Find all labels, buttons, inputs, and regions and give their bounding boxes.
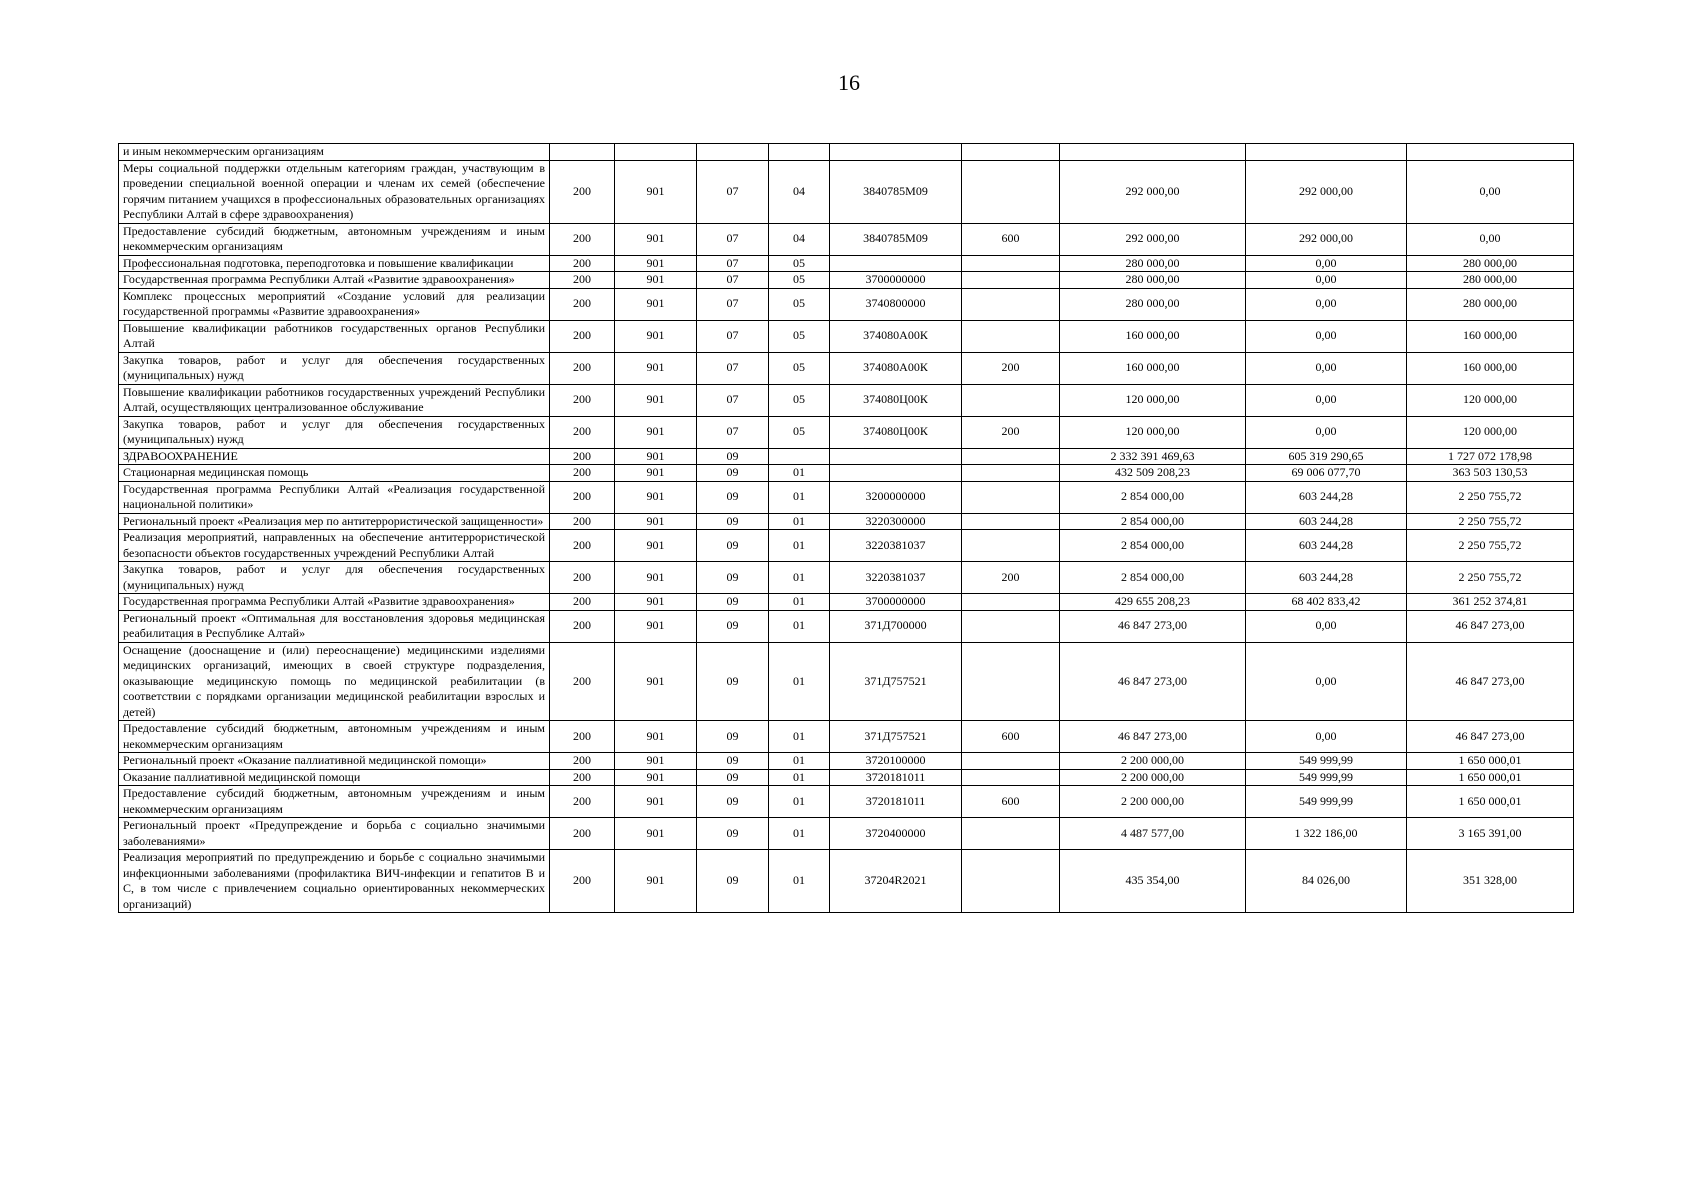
row-name: Закупка товаров, работ и услуг для обеспечения государственных (муниципальных) нужд: [119, 352, 550, 384]
row-section-code: 09: [697, 642, 769, 721]
table-row: [119, 272, 1574, 289]
row-federal-amount: 0,00: [1246, 721, 1407, 753]
row-regional-amount: 46 847 273,00: [1407, 642, 1574, 721]
row-expense-type: 600: [962, 223, 1060, 255]
row-target-code: 371Д757521: [830, 721, 962, 753]
row-admin-code: 200: [550, 786, 615, 818]
row-total-amount: 120 000,00: [1060, 416, 1246, 448]
row-total-amount: 280 000,00: [1060, 272, 1246, 289]
row-regional-amount: 280 000,00: [1407, 272, 1574, 289]
row-regional-amount: 351 328,00: [1407, 850, 1574, 913]
row-total-amount: 160 000,00: [1060, 320, 1246, 352]
row-target-code: 374080А00К: [830, 352, 962, 384]
row-federal-amount: 0,00: [1246, 384, 1407, 416]
row-federal-amount: 603 244,28: [1246, 530, 1407, 562]
row-subsection-code: 05: [769, 384, 830, 416]
page-number: 16: [838, 70, 860, 95]
row-expense-type: [962, 288, 1060, 320]
row-section-code: 09: [697, 513, 769, 530]
row-name: Региональный проект «Оказание паллиативной медицинской помощи»: [119, 753, 550, 770]
row-subsection-code: 01: [769, 610, 830, 642]
table-row: [119, 448, 1574, 465]
row-federal-amount: 549 999,99: [1246, 769, 1407, 786]
row-name: Оснащение (дооснащение и (или) переоснащение) медицинскими изделиями медицинских организаций, имеющих в своей структуре подразделения, оказывающие медицинскую помощь по медицинской реабилитации (в соответствии с порядками организации медицинской реабилитации взрослых и детей): [119, 642, 550, 721]
row-ministry-code: 901: [615, 642, 697, 721]
row-section-code: 07: [697, 352, 769, 384]
row-expense-type: [962, 850, 1060, 913]
row-subsection-code: 05: [769, 272, 830, 289]
row-target-code: 3700000000: [830, 272, 962, 289]
row-admin-code: 200: [550, 481, 615, 513]
row-section-code: 09: [697, 818, 769, 850]
row-regional-amount: 1 650 000,01: [1407, 769, 1574, 786]
row-target-code: 3720181011: [830, 786, 962, 818]
row-admin-code: 200: [550, 753, 615, 770]
row-ministry-code: 901: [615, 562, 697, 594]
row-target-code: 374080Ц00К: [830, 384, 962, 416]
row-name: Стационарная медицинская помощь: [119, 465, 550, 482]
row-admin-code: 200: [550, 223, 615, 255]
row-total-amount: 429 655 208,23: [1060, 594, 1246, 611]
row-name: Повышение квалификации работников государственных органов Республики Алтай: [119, 320, 550, 352]
row-regional-amount: 1 650 000,01: [1407, 786, 1574, 818]
row-expense-type: [962, 465, 1060, 482]
row-ministry-code: 901: [615, 352, 697, 384]
row-admin-code: 200: [550, 594, 615, 611]
row-ministry-code: [615, 144, 697, 161]
row-federal-amount: 0,00: [1246, 255, 1407, 272]
row-admin-code: 200: [550, 562, 615, 594]
row-total-amount: 4 487 577,00: [1060, 818, 1246, 850]
row-federal-amount: 0,00: [1246, 416, 1407, 448]
row-admin-code: 200: [550, 320, 615, 352]
row-regional-amount: 363 503 130,53: [1407, 465, 1574, 482]
row-admin-code: 200: [550, 850, 615, 913]
row-subsection-code: 05: [769, 288, 830, 320]
row-total-amount: 2 854 000,00: [1060, 513, 1246, 530]
row-total-amount: 46 847 273,00: [1060, 642, 1246, 721]
table-row: [119, 769, 1574, 786]
row-ministry-code: 901: [615, 160, 697, 223]
row-target-code: 374080А00К: [830, 320, 962, 352]
table-row: [119, 223, 1574, 255]
row-federal-amount: 84 026,00: [1246, 850, 1407, 913]
row-name: Государственная программа Республики Алтай «Развитие здравоохранения»: [119, 594, 550, 611]
row-total-amount: 160 000,00: [1060, 352, 1246, 384]
row-ministry-code: 901: [615, 594, 697, 611]
row-section-code: 07: [697, 288, 769, 320]
row-total-amount: 292 000,00: [1060, 223, 1246, 255]
row-name: Государственная программа Республики Алтай «Развитие здравоохранения»: [119, 272, 550, 289]
row-section-code: 09: [697, 769, 769, 786]
table-row: [119, 160, 1574, 223]
row-expense-type: [962, 818, 1060, 850]
row-ministry-code: 901: [615, 753, 697, 770]
row-federal-amount: 549 999,99: [1246, 753, 1407, 770]
row-regional-amount: 0,00: [1407, 160, 1574, 223]
row-name: Реализация мероприятий по предупреждению и борьбе с социально значимыми инфекционными заболеваниями (профилактика ВИЧ-инфекции и гепатитов В и С, в том числе с привлечением социально ориентированных некоммерческих организаций): [119, 850, 550, 913]
table-row: [119, 594, 1574, 611]
row-admin-code: [550, 144, 615, 161]
row-target-code: 3700000000: [830, 594, 962, 611]
row-subsection-code: 01: [769, 721, 830, 753]
table-row: [119, 384, 1574, 416]
row-ministry-code: 901: [615, 384, 697, 416]
row-admin-code: 200: [550, 384, 615, 416]
table-row: [119, 562, 1574, 594]
row-admin-code: 200: [550, 255, 615, 272]
row-expense-type: [962, 769, 1060, 786]
row-regional-amount: 120 000,00: [1407, 416, 1574, 448]
row-federal-amount: 69 006 077,70: [1246, 465, 1407, 482]
row-ministry-code: 901: [615, 850, 697, 913]
row-total-amount: 2 200 000,00: [1060, 753, 1246, 770]
table-row: [119, 481, 1574, 513]
row-name: Профессиональная подготовка, переподготовка и повышение квалификации: [119, 255, 550, 272]
table-row: [119, 255, 1574, 272]
row-ministry-code: 901: [615, 255, 697, 272]
row-target-code: 3740800000: [830, 288, 962, 320]
row-admin-code: 200: [550, 352, 615, 384]
row-admin-code: 200: [550, 513, 615, 530]
row-target-code: [830, 255, 962, 272]
table-row: [119, 610, 1574, 642]
row-section-code: 07: [697, 416, 769, 448]
table-row: [119, 288, 1574, 320]
row-total-amount: 292 000,00: [1060, 160, 1246, 223]
row-section-code: 09: [697, 465, 769, 482]
row-name: Региональный проект «Реализация мер по антитеррористической защищенности»: [119, 513, 550, 530]
row-regional-amount: 280 000,00: [1407, 255, 1574, 272]
row-expense-type: [962, 594, 1060, 611]
row-federal-amount: 0,00: [1246, 610, 1407, 642]
row-name: Закупка товаров, работ и услуг для обеспечения государственных (муниципальных) нужд: [119, 416, 550, 448]
row-section-code: 09: [697, 610, 769, 642]
row-expense-type: [962, 610, 1060, 642]
row-name: Региональный проект «Предупреждение и борьба с социально значимыми заболеваниями»: [119, 818, 550, 850]
row-expense-type: [962, 160, 1060, 223]
row-name: Региональный проект «Оптимальная для восстановления здоровья медицинская реабилитация в Республике Алтай»: [119, 610, 550, 642]
row-expense-type: [962, 144, 1060, 161]
row-admin-code: 200: [550, 818, 615, 850]
row-ministry-code: 901: [615, 769, 697, 786]
row-federal-amount: 68 402 833,42: [1246, 594, 1407, 611]
row-expense-type: 600: [962, 721, 1060, 753]
row-regional-amount: 1 727 072 178,98: [1407, 448, 1574, 465]
row-expense-type: [962, 513, 1060, 530]
row-total-amount: 2 854 000,00: [1060, 562, 1246, 594]
row-ministry-code: 901: [615, 786, 697, 818]
row-subsection-code: 05: [769, 255, 830, 272]
row-federal-amount: 292 000,00: [1246, 160, 1407, 223]
row-total-amount: 280 000,00: [1060, 288, 1246, 320]
row-regional-amount: 46 847 273,00: [1407, 610, 1574, 642]
row-admin-code: 200: [550, 769, 615, 786]
row-ministry-code: 901: [615, 288, 697, 320]
row-federal-amount: 603 244,28: [1246, 562, 1407, 594]
row-admin-code: 200: [550, 530, 615, 562]
row-expense-type: 200: [962, 416, 1060, 448]
row-section-code: [697, 144, 769, 161]
row-ministry-code: 901: [615, 448, 697, 465]
row-total-amount: 120 000,00: [1060, 384, 1246, 416]
row-total-amount: 2 200 000,00: [1060, 786, 1246, 818]
row-section-code: 07: [697, 272, 769, 289]
budget-table: [118, 143, 1574, 913]
row-target-code: [830, 465, 962, 482]
table-row: [119, 144, 1574, 161]
table-row: [119, 721, 1574, 753]
row-subsection-code: [769, 144, 830, 161]
row-subsection-code: 01: [769, 818, 830, 850]
row-target-code: 3220381037: [830, 562, 962, 594]
row-total-amount: 46 847 273,00: [1060, 721, 1246, 753]
row-regional-amount: 2 250 755,72: [1407, 530, 1574, 562]
table-row: [119, 850, 1574, 913]
row-ministry-code: 901: [615, 818, 697, 850]
row-section-code: 09: [697, 448, 769, 465]
row-ministry-code: 901: [615, 320, 697, 352]
row-name: Государственная программа Республики Алтай «Реализация государственной национальной политики»: [119, 481, 550, 513]
row-section-code: 09: [697, 753, 769, 770]
row-total-amount: 2 854 000,00: [1060, 481, 1246, 513]
row-expense-type: [962, 753, 1060, 770]
row-total-amount: 432 509 208,23: [1060, 465, 1246, 482]
row-regional-amount: 160 000,00: [1407, 352, 1574, 384]
row-target-code: 3840785М09: [830, 223, 962, 255]
row-expense-type: [962, 481, 1060, 513]
row-section-code: 07: [697, 320, 769, 352]
table-row: [119, 465, 1574, 482]
row-section-code: 07: [697, 384, 769, 416]
row-admin-code: 200: [550, 642, 615, 721]
row-target-code: 3840785М09: [830, 160, 962, 223]
table-row: [119, 320, 1574, 352]
row-ministry-code: 901: [615, 721, 697, 753]
row-section-code: 07: [697, 223, 769, 255]
row-expense-type: [962, 642, 1060, 721]
row-subsection-code: 04: [769, 223, 830, 255]
row-total-amount: 2 200 000,00: [1060, 769, 1246, 786]
row-name: Повышение квалификации работников государственных учреждений Республики Алтай, осуществляющих централизованное обслуживание: [119, 384, 550, 416]
row-subsection-code: 01: [769, 642, 830, 721]
row-admin-code: 200: [550, 416, 615, 448]
row-ministry-code: 901: [615, 530, 697, 562]
row-name: и иным некоммерческим организациям: [119, 144, 550, 161]
table-row: [119, 786, 1574, 818]
row-subsection-code: 01: [769, 786, 830, 818]
row-regional-amount: 361 252 374,81: [1407, 594, 1574, 611]
row-total-amount: 2 854 000,00: [1060, 530, 1246, 562]
row-regional-amount: 0,00: [1407, 223, 1574, 255]
row-target-code: [830, 448, 962, 465]
row-federal-amount: 605 319 290,65: [1246, 448, 1407, 465]
row-subsection-code: 01: [769, 481, 830, 513]
row-subsection-code: 01: [769, 753, 830, 770]
row-federal-amount: 0,00: [1246, 272, 1407, 289]
row-ministry-code: 901: [615, 272, 697, 289]
row-target-code: 371Д757521: [830, 642, 962, 721]
row-regional-amount: 160 000,00: [1407, 320, 1574, 352]
row-ministry-code: 901: [615, 481, 697, 513]
row-admin-code: 200: [550, 465, 615, 482]
row-federal-amount: 292 000,00: [1246, 223, 1407, 255]
row-section-code: 09: [697, 786, 769, 818]
row-regional-amount: 280 000,00: [1407, 288, 1574, 320]
row-section-code: 09: [697, 850, 769, 913]
row-section-code: 09: [697, 721, 769, 753]
row-subsection-code: [769, 448, 830, 465]
row-federal-amount: 0,00: [1246, 320, 1407, 352]
row-federal-amount: 549 999,99: [1246, 786, 1407, 818]
row-subsection-code: 01: [769, 513, 830, 530]
row-ministry-code: 901: [615, 223, 697, 255]
row-section-code: 09: [697, 562, 769, 594]
table-row: [119, 513, 1574, 530]
row-federal-amount: 603 244,28: [1246, 481, 1407, 513]
row-expense-type: 600: [962, 786, 1060, 818]
table-body: [119, 144, 1574, 913]
row-expense-type: [962, 530, 1060, 562]
row-subsection-code: 01: [769, 769, 830, 786]
row-subsection-code: 05: [769, 320, 830, 352]
row-subsection-code: 05: [769, 416, 830, 448]
row-regional-amount: 120 000,00: [1407, 384, 1574, 416]
row-name: Закупка товаров, работ и услуг для обеспечения государственных (муниципальных) нужд: [119, 562, 550, 594]
row-federal-amount: 0,00: [1246, 642, 1407, 721]
row-total-amount: 2 332 391 469,63: [1060, 448, 1246, 465]
row-subsection-code: 01: [769, 562, 830, 594]
row-target-code: [830, 144, 962, 161]
row-target-code: 3720181011: [830, 769, 962, 786]
row-regional-amount: 1 650 000,01: [1407, 753, 1574, 770]
row-subsection-code: 01: [769, 594, 830, 611]
row-regional-amount: 2 250 755,72: [1407, 513, 1574, 530]
row-total-amount: [1060, 144, 1246, 161]
row-target-code: 3200000000: [830, 481, 962, 513]
row-subsection-code: 05: [769, 352, 830, 384]
row-admin-code: 200: [550, 610, 615, 642]
row-expense-type: [962, 320, 1060, 352]
row-section-code: 09: [697, 481, 769, 513]
row-total-amount: 435 354,00: [1060, 850, 1246, 913]
row-admin-code: 200: [550, 448, 615, 465]
row-target-code: 3720100000: [830, 753, 962, 770]
row-admin-code: 200: [550, 721, 615, 753]
row-subsection-code: 01: [769, 850, 830, 913]
row-name: Предоставление субсидий бюджетным, автономным учреждениям и иным некоммерческим организациям: [119, 223, 550, 255]
row-regional-amount: 3 165 391,00: [1407, 818, 1574, 850]
row-expense-type: 200: [962, 562, 1060, 594]
row-admin-code: 200: [550, 288, 615, 320]
row-target-code: 37204R2021: [830, 850, 962, 913]
row-name: Предоставление субсидий бюджетным, автономным учреждениям и иным некоммерческим организациям: [119, 786, 550, 818]
row-expense-type: [962, 272, 1060, 289]
row-federal-amount: 0,00: [1246, 352, 1407, 384]
row-expense-type: [962, 384, 1060, 416]
row-total-amount: 280 000,00: [1060, 255, 1246, 272]
row-name: Оказание паллиативной медицинской помощи: [119, 769, 550, 786]
row-regional-amount: [1407, 144, 1574, 161]
table-row: [119, 416, 1574, 448]
row-ministry-code: 901: [615, 465, 697, 482]
row-regional-amount: 2 250 755,72: [1407, 481, 1574, 513]
row-target-code: 371Д700000: [830, 610, 962, 642]
row-federal-amount: [1246, 144, 1407, 161]
row-name: ЗДРАВООХРАНЕНИЕ: [119, 448, 550, 465]
row-section-code: 07: [697, 160, 769, 223]
row-expense-type: 200: [962, 352, 1060, 384]
row-section-code: 09: [697, 530, 769, 562]
row-ministry-code: 901: [615, 610, 697, 642]
row-section-code: 09: [697, 594, 769, 611]
row-subsection-code: 01: [769, 465, 830, 482]
row-admin-code: 200: [550, 272, 615, 289]
row-target-code: 374080Ц00К: [830, 416, 962, 448]
row-name: Комплекс процессных мероприятий «Создание условий для реализации государственной программы «Развитие здравоохранения»: [119, 288, 550, 320]
row-federal-amount: 0,00: [1246, 288, 1407, 320]
row-name: Предоставление субсидий бюджетным, автономным учреждениям и иным некоммерческим организациям: [119, 721, 550, 753]
row-subsection-code: 01: [769, 530, 830, 562]
table-row: [119, 753, 1574, 770]
row-expense-type: [962, 255, 1060, 272]
row-name: Меры социальной поддержки отдельным категориям граждан, участвующим в проведении специальной военной операции и членам их семей (обеспечение горячим питанием учащихся в профессиональных образовательных организациях Республики Алтай в сфере здравоохранения): [119, 160, 550, 223]
row-federal-amount: 1 322 186,00: [1246, 818, 1407, 850]
table-row: [119, 818, 1574, 850]
row-federal-amount: 603 244,28: [1246, 513, 1407, 530]
row-subsection-code: 04: [769, 160, 830, 223]
row-target-code: 3220300000: [830, 513, 962, 530]
row-regional-amount: 46 847 273,00: [1407, 721, 1574, 753]
row-name: Реализация мероприятий, направленных на обеспечение антитеррористической безопасности объектов государственных учреждений Республики Алтай: [119, 530, 550, 562]
row-admin-code: 200: [550, 160, 615, 223]
table-row: [119, 642, 1574, 721]
row-target-code: 3720400000: [830, 818, 962, 850]
row-section-code: 07: [697, 255, 769, 272]
table-row: [119, 352, 1574, 384]
row-ministry-code: 901: [615, 513, 697, 530]
row-regional-amount: 2 250 755,72: [1407, 562, 1574, 594]
row-target-code: 3220381037: [830, 530, 962, 562]
row-ministry-code: 901: [615, 416, 697, 448]
row-total-amount: 46 847 273,00: [1060, 610, 1246, 642]
row-expense-type: [962, 448, 1060, 465]
table-row: [119, 530, 1574, 562]
